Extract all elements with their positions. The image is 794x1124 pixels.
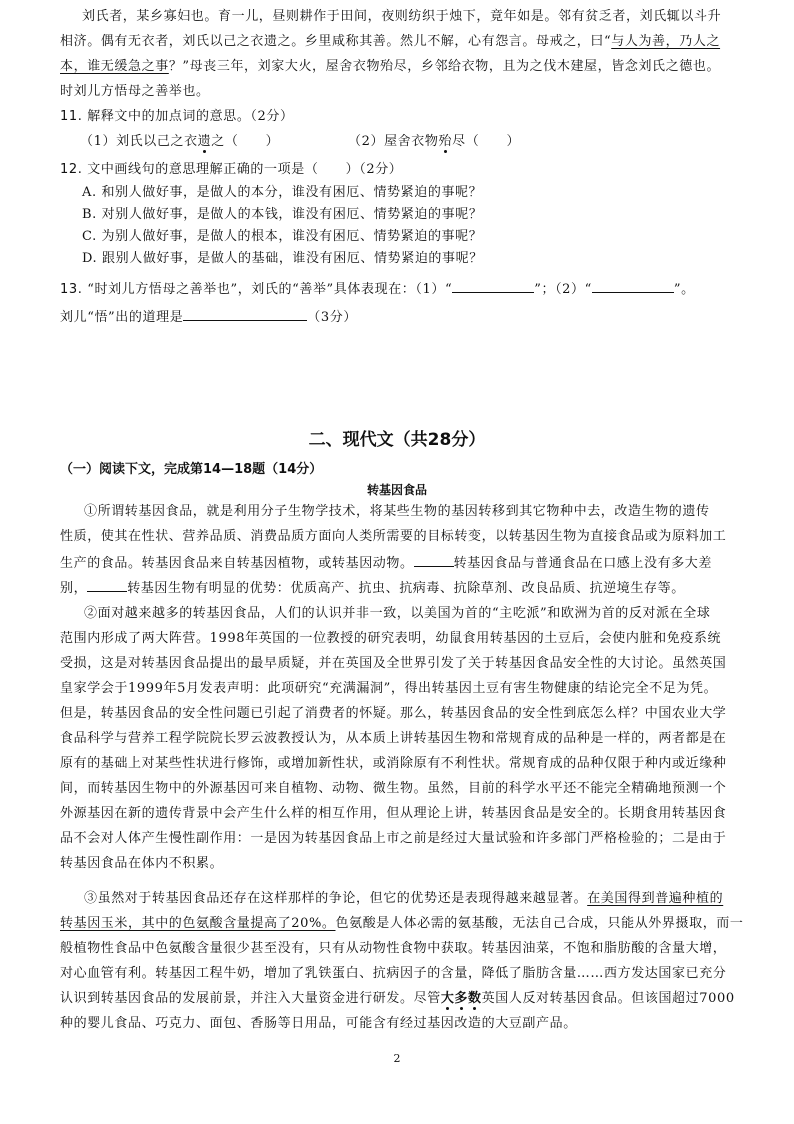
p2-line-11: 转基因食品在体内不积累。 (60, 856, 224, 871)
section-subtitle: （一）阅读下文，完成第14—18题（14分） (60, 462, 323, 477)
dotted-word-yi: 遗 (197, 134, 212, 149)
p2-line-9: 外源基因在新的遗传背景中会产生什么样的相互作用，但从理论上讲，转基因食品是安全的。长期食用转基因食 (60, 806, 727, 821)
question-12: 12. 文中画线句的意思理解正确的一项是（ ）（2分） (60, 162, 403, 177)
dotted-word-daduoshu: 大多数 (440, 991, 482, 1006)
p2-line-7: 原有的基础上对某些性状进行修饰，或增加新性状，或消除原有不利性状。常规育成的品种仅限于种内或近缘种 (60, 756, 727, 771)
question-12-option-a[interactable]: A. 和别人做好事，是做人的本分，谁没有困厄、情势紧迫的事呢？ (82, 185, 483, 200)
question-13: 13. “时刘儿方悟母之善举也”，刘氏的“善举”具体表现在：（1）“ ”；（2）“ ”。 (60, 278, 695, 300)
p3-line-5: 认识到转基因食品的发展前景，并注入大量资金进行研发。尽管大多数英国人反对转基因食品。但该国超过7000 (60, 991, 735, 1006)
p3-underlined-2: 转基因玉米，其中的色氨酸含量提高了20%。 (60, 916, 336, 931)
p1-line-1: ①所谓转基因食品，就是利用分子生物学技术，将某些生物的基因转移到其它物种中去，改造生物的遗传 (84, 504, 710, 519)
p3-line-4: 对心血管有利。转基因工程牛奶，增加了乳铁蛋白、抗病因子的含量，降低了脂肪含量……西方发达国家已充分 (60, 966, 727, 981)
question-12-option-b[interactable]: B. 对别人做好事，是做人的本钱，谁没有困厄、情势紧迫的事呢？ (82, 207, 483, 222)
dotted-word-dai: 殆 (438, 134, 453, 149)
p1-line-3: 生产的食品。转基因食品来自转基因植物，或转基因动物。 转基因食品与普通食品在口感上没有多大差 (60, 552, 712, 574)
p3-line-2: 转基因玉米，其中的色氨酸含量提高了20%。色氨酸是人体必需的氨基酸，无法自己合成，只能从外界摄取，而一 (60, 916, 744, 931)
p1-line-4: 别， 转基因生物有明显的优势：优质高产、抗虫、抗病毒、抗除草剂、改良品质、抗逆境生存等。 (60, 577, 685, 599)
question-13-line-2: 刘儿“悟”出的道理是 （3分） (60, 306, 357, 328)
answer-blank-3[interactable] (183, 306, 307, 321)
p2-line-2: 范围内形成了两大阵营。1998年英国的一位教授的研究表明，幼鼠食用转基因的土豆后，会使内脏和免疫系统 (60, 631, 722, 646)
answer-blank-5[interactable] (87, 577, 127, 592)
answer-blank-2[interactable] (592, 278, 674, 293)
classical-line-2: 相济。偶有无衣者，刘氏以己之衣遗之。乡里咸称其善。然儿不解，心有怨言。母戒之，曰“与人为善，乃人之 (60, 34, 721, 49)
p2-line-6: 食品科学与营养工程学院院长罗云波教授认为，从本质上讲转基因生物和常规育成的品种是一样的，两者都是在 (60, 731, 727, 746)
question-12-option-d[interactable]: D. 跟别人做好事，是做人的基础，谁没有困厄、情势紧迫的事呢？ (82, 251, 483, 266)
p2-line-3: 受损，这是对转基因食品提出的最早质疑，并在英国及全世界引发了关于转基因食品安全性的大讨论。虽然英国 (60, 656, 727, 671)
question-11-part-2: （2）屋舍衣物殆尽（ ） (348, 134, 521, 149)
p1-line-2: 性质，使其在性状、营养品质、消费品质方面向人类所需要的目标转变，以转基因生物为直接食品或为原料加工 (60, 529, 727, 544)
p3-line-6: 种的婴儿食品、巧克力、面包、香肠等日用品，可能含有经过基因改造的大豆副产品。 (60, 1016, 577, 1031)
page-number: 2 (393, 1052, 401, 1065)
p2-line-1: ②面对越来越多的转基因食品，人们的认识并非一致，以美国为首的“主吃派”和欧洲为首的反对派在全球 (84, 606, 711, 621)
answer-blank-1[interactable] (452, 278, 534, 293)
article-title: 转基因食品 (366, 483, 427, 497)
p3-underlined-1: 在美国得到普遍种植的 (587, 891, 724, 906)
p2-line-5: 但是，转基因食品的安全性问题已引起了消费者的怀疑。那么，转基因食品的安全性到底怎么样？中国农业大学 (60, 706, 727, 721)
classical-line-1: 刘氏者，某乡寡妇也。育一儿，昼则耕作于田间，夜则纺织于烛下，竟年如是。邻有贫乏者，刘氏辄以斗升 (82, 9, 722, 24)
question-11-part-1: （1）刘氏以己之衣遗之（ ） (80, 134, 280, 149)
answer-blank-4[interactable] (414, 552, 454, 567)
p2-line-8: 间，而转基因生物中的外源基因可来自植物、动物、微生物。虽然，目前的科学水平还不能完全精确地预测一个 (60, 781, 727, 796)
p2-line-10: 品不会对人体产生慢性副作用：一是因为转基因食品上市之前是经过大量试验和许多部门严格检验的；二是由于 (60, 831, 727, 846)
question-12-option-c[interactable]: C. 为别人做好事，是做人的根本，谁没有困厄、情势紧迫的事呢？ (82, 229, 483, 244)
section-title: 二、现代文（共28分） (308, 430, 486, 450)
question-11: 11. 解释文中的加点词的意思。（2分） (60, 109, 294, 124)
classical-line-3: 本，谁无缓急之事？”母丧三年，刘家大火，屋舍衣物殆尽，乡邻给衣物，且为之伐木建屋，皆念刘氏之德也。 (60, 59, 721, 74)
p2-line-4: 皇家学会于1999年5月发表声明：此项研究“充满漏洞”，得出转基因土豆有害生物健康的结论完全不足为凭。 (60, 681, 718, 696)
p3-line-3: 般植物性食品中色氨酸含量很少甚至没有，只有从动物性食物中获取。转基因油菜，不饱和脂肪酸的含量大增， (60, 941, 727, 956)
classical-line-4: 时刘儿方悟母之善举也。 (60, 84, 210, 99)
p3-line-1: ③虽然对于转基因食品还存在这样那样的争论，但它的优势还是表现得越来越显著。在美国得到普遍种植的 (84, 891, 724, 906)
classical-underlined-1: 与人为善，乃人之 (611, 34, 721, 49)
classical-underlined-2: 本，谁无缓急之事 (60, 59, 169, 74)
